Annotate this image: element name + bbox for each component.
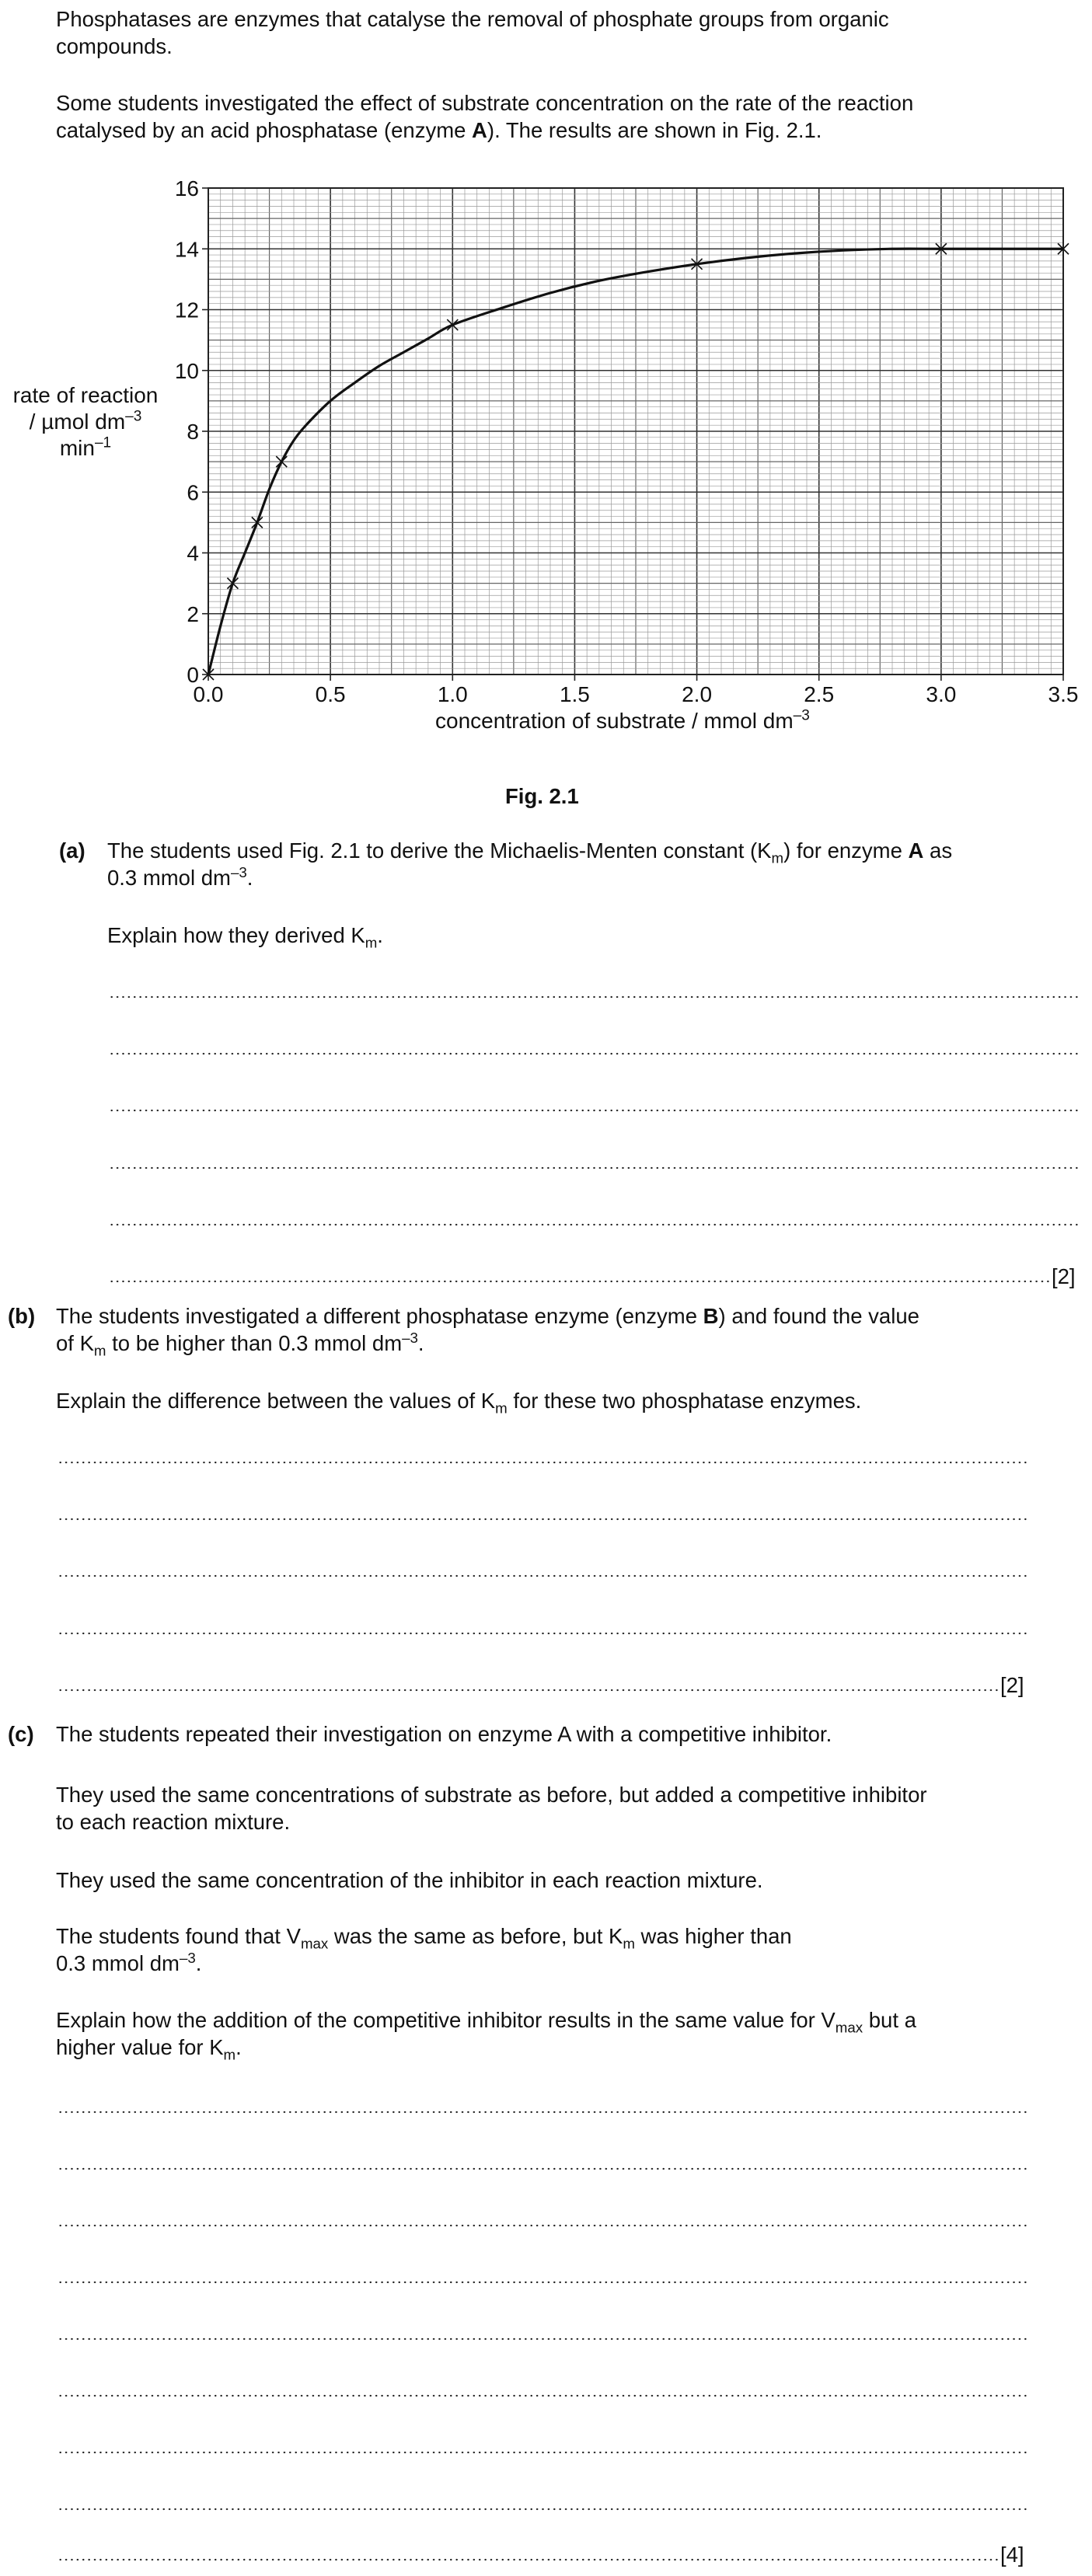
text-run: concentration of substrate / mmol dm	[435, 709, 794, 733]
text-run: higher value for K	[56, 2035, 224, 2059]
part-c-p5-line	[56, 2034, 1029, 2061]
answer-line-b2[interactable]	[58, 1518, 1029, 1521]
text-run: min	[59, 436, 95, 460]
subscript: m	[623, 1935, 635, 1952]
answer-line-c8[interactable]	[58, 2508, 1029, 2511]
subscript: max	[835, 2019, 863, 2036]
figure-caption: Fig. 2.1	[505, 784, 579, 808]
answer-line-c1[interactable]	[58, 2111, 1029, 2114]
part-c-paragraph-5	[56, 2006, 1029, 2061]
text-run: .	[417, 1331, 424, 1355]
text-run: .	[377, 923, 383, 947]
y-tick-label: 2	[187, 601, 199, 626]
intro-p1-line: compounds.	[56, 34, 173, 58]
part-a-label: (a)	[59, 838, 85, 863]
part-c-p2-line: to each reaction mixture.	[56, 1810, 291, 1834]
x-tick-label: 3.5	[1048, 682, 1079, 706]
part-c-paragraph-4	[56, 1922, 1029, 1977]
part-c-marks: [4]	[1000, 2543, 1024, 2567]
part-c-line1: The students repeated their investigation on enzyme A with a competitive inhibitor.	[56, 1722, 832, 1746]
text-run: 0.3 mmol dm	[56, 1951, 180, 1975]
superscript: –3	[179, 1949, 196, 1966]
part-c-paragraph-3: They used the same concentration of the inhibitor in each reaction mixture.	[56, 1868, 763, 1892]
answer-line-b3[interactable]	[58, 1574, 1029, 1577]
text-run: ) and found the value	[718, 1304, 919, 1328]
intro-p2-line: Some students investigated the effect of substrate concentration on the rate of the reaction	[56, 91, 914, 115]
x-tick-label: 2.5	[804, 682, 835, 706]
x-tick-label: 0.0	[193, 682, 224, 706]
superscript: –3	[793, 707, 810, 724]
part-a-stem	[107, 837, 1080, 891]
superscript: –1	[94, 434, 112, 451]
superscript: –3	[230, 863, 247, 880]
answer-line-b1[interactable]	[58, 1461, 1029, 1464]
x-tick-label: 1.0	[437, 682, 468, 706]
part-b-stem	[56, 1302, 1029, 1357]
answer-line-b4[interactable]	[58, 1632, 1029, 1635]
y-tick-label: 10	[174, 358, 199, 383]
text-run: to be higher than 0.3 mmol dm	[106, 1331, 403, 1355]
part-c-p4-line	[56, 1922, 1029, 1950]
text-run: .	[246, 866, 253, 890]
y-axis-title-line	[8, 435, 163, 462]
part-c-paragraph-2	[56, 1781, 1029, 1835]
answer-line-a4[interactable]	[109, 1166, 1080, 1169]
text-run: as	[923, 838, 953, 863]
chart-tick-labels	[175, 176, 1079, 706]
text-run: Explain the difference between the values of K	[56, 1389, 496, 1413]
x-tick-label: 1.5	[559, 682, 590, 706]
x-tick-label: 0.5	[315, 682, 346, 706]
subscript: m	[495, 1400, 508, 1417]
subscript: m	[771, 849, 784, 866]
subscript: m	[365, 934, 378, 951]
part-a-line	[107, 864, 1080, 891]
enzyme-a-label: A	[472, 118, 487, 142]
part-c-p5-line	[56, 2006, 1029, 2034]
answer-line-c3[interactable]	[58, 2224, 1029, 2227]
x-tick-label: 2.0	[682, 682, 713, 706]
superscript: –3	[125, 408, 142, 425]
answer-line-c2[interactable]	[58, 2167, 1029, 2170]
y-tick-label: 0	[187, 663, 199, 687]
x-axis-title	[435, 707, 810, 734]
x-tick-label: 3.0	[926, 682, 957, 706]
y-tick-label: 14	[174, 237, 199, 262]
chart-grid	[208, 188, 1063, 675]
chart-axes	[202, 188, 1063, 681]
y-tick-label: 4	[187, 541, 199, 566]
enzyme-a-label: A	[908, 838, 924, 863]
part-c-label: (c)	[8, 1722, 34, 1746]
part-b-line	[56, 1302, 1029, 1330]
part-a-prompt	[107, 922, 383, 949]
answer-line-c6[interactable]	[58, 2394, 1029, 2397]
text-run: ) for enzyme	[783, 838, 909, 863]
text-run: catalysed by an acid phosphatase (enzyme	[56, 118, 473, 142]
text-run: .	[235, 2035, 242, 2059]
answer-line-c4[interactable]	[58, 2281, 1029, 2284]
part-a-line	[107, 837, 1080, 864]
answer-line-a6[interactable]	[109, 1280, 1049, 1283]
text-run: .	[195, 1951, 202, 1975]
text-run: The students used Fig. 2.1 to derive the Michaelis-Menten constant (K	[107, 838, 772, 863]
text-run: / µmol dm	[29, 410, 126, 434]
y-axis-title-line	[8, 409, 163, 435]
answer-line-a3[interactable]	[109, 1109, 1080, 1112]
answer-line-a1[interactable]	[109, 995, 1080, 999]
part-a-marks: [2]	[1052, 1264, 1076, 1288]
y-tick-label: 12	[174, 298, 199, 322]
text-run: was higher than	[634, 1924, 792, 1948]
text-run: of K	[56, 1331, 94, 1355]
text-run: for these two phosphatase enzymes.	[507, 1389, 862, 1413]
y-tick-label: 8	[187, 420, 199, 444]
answer-line-a5[interactable]	[109, 1223, 1080, 1226]
text-run: ). The results are shown in Fig. 2.1.	[487, 118, 822, 142]
text-run: The students found that V	[56, 1924, 301, 1948]
intro-p1-line: Phosphatases are enzymes that catalyse the removal of phosphate groups from organic	[56, 7, 889, 31]
figure-2-1-chart	[0, 0, 1092, 762]
text-run: Explain how the addition of the competitive inhibitor results in the same value for V	[56, 2008, 836, 2032]
answer-line-b5[interactable]	[58, 1689, 998, 1692]
answer-line-c5[interactable]	[58, 2337, 1029, 2341]
text-run: was the same as before, but K	[328, 1924, 623, 1948]
part-c-p4-line	[56, 1950, 1029, 1977]
y-tick-label: 16	[174, 176, 199, 200]
answer-line-c9[interactable]	[58, 2558, 998, 2561]
subscript: m	[93, 1342, 106, 1359]
part-b-prompt	[56, 1387, 862, 1417]
answer-line-a2[interactable]	[109, 1052, 1080, 1055]
part-b-label: (b)	[8, 1304, 36, 1328]
subscript: m	[223, 2046, 236, 2063]
y-tick-label: 6	[187, 480, 199, 505]
superscript: –3	[402, 1329, 418, 1346]
part-b-line	[56, 1330, 1029, 1357]
enzyme-b-label: B	[703, 1304, 719, 1328]
part-b-marks: [2]	[1000, 1673, 1024, 1697]
y-axis-title	[8, 382, 163, 462]
text-run: but a	[863, 2008, 916, 2032]
text-run: 0.3 mmol dm	[107, 866, 231, 890]
answer-line-c7[interactable]	[58, 2451, 1029, 2454]
y-axis-title-line: rate of reaction	[12, 383, 159, 407]
subscript: max	[300, 1935, 329, 1952]
part-c-p2-line: They used the same concentrations of substrate as before, but added a competitive inhibitor	[56, 1783, 927, 1807]
text-run: The students investigated a different phosphatase enzyme (enzyme	[56, 1304, 703, 1328]
text-run: Explain how they derived K	[107, 923, 365, 947]
